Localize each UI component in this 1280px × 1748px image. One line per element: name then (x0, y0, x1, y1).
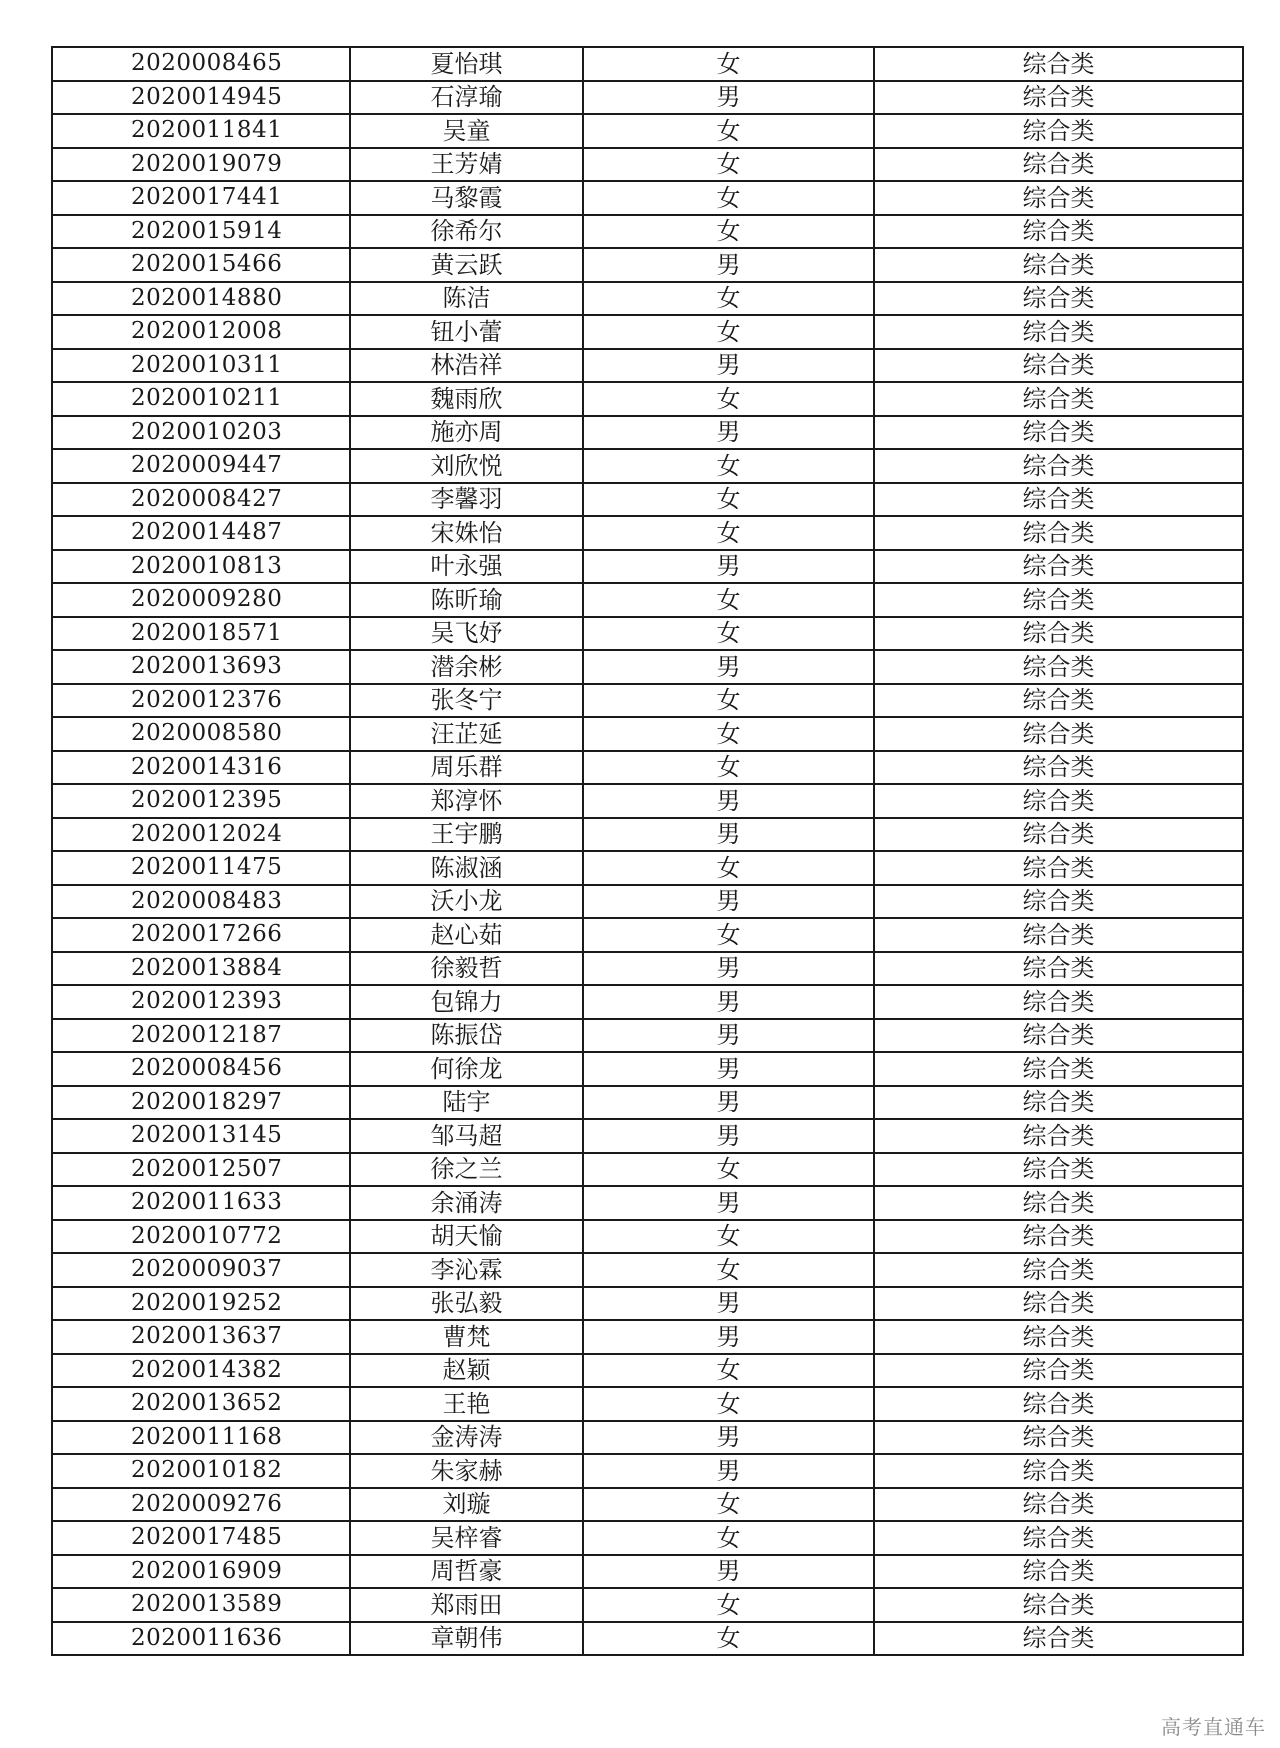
student-name-cell: 张弘毅 (350, 1287, 583, 1321)
table-row (52, 1521, 1243, 1555)
candidate-id-cell: 2020010813 (52, 550, 350, 584)
category-cell: 综合类 (874, 181, 1243, 215)
category-cell: 综合类 (874, 382, 1243, 416)
gender-cell: 女 (583, 583, 874, 617)
table-row (52, 215, 1243, 249)
gender-cell: 女 (583, 1220, 874, 1254)
candidate-id-cell: 2020014880 (52, 282, 350, 316)
gender-cell: 男 (583, 1186, 874, 1220)
student-name-cell: 曹梵 (350, 1320, 583, 1354)
category-cell: 综合类 (874, 1119, 1243, 1153)
student-name-cell: 余涌涛 (350, 1186, 583, 1220)
gender-cell: 女 (583, 282, 874, 316)
category-cell: 综合类 (874, 1086, 1243, 1120)
gender-cell: 女 (583, 851, 874, 885)
gender-cell: 男 (583, 1019, 874, 1053)
gender-cell: 女 (583, 717, 874, 751)
student-name-cell: 徐希尔 (350, 215, 583, 249)
candidate-id-cell: 2020012187 (52, 1019, 350, 1053)
category-cell: 综合类 (874, 985, 1243, 1019)
gender-cell: 女 (583, 1354, 874, 1388)
candidate-id-cell: 2020008427 (52, 483, 350, 517)
table-row (52, 1019, 1243, 1053)
student-name-cell: 郑淳怀 (350, 784, 583, 818)
student-name-cell: 金涛涛 (350, 1421, 583, 1455)
gender-cell: 男 (583, 550, 874, 584)
candidate-id-cell: 2020010772 (52, 1220, 350, 1254)
category-cell: 综合类 (874, 1555, 1243, 1589)
table-row (52, 248, 1243, 282)
gender-cell: 女 (583, 1488, 874, 1522)
student-name-cell: 赵颖 (350, 1354, 583, 1388)
category-cell: 综合类 (874, 1052, 1243, 1086)
student-name-cell: 魏雨欣 (350, 382, 583, 416)
category-cell: 综合类 (874, 148, 1243, 182)
table-row (52, 1086, 1243, 1120)
student-name-cell: 郑雨田 (350, 1588, 583, 1622)
table-row (52, 1387, 1243, 1421)
gender-cell: 女 (583, 1153, 874, 1187)
table-row (52, 818, 1243, 852)
candidate-id-cell: 2020012008 (52, 315, 350, 349)
table-row (52, 516, 1243, 550)
gender-cell: 男 (583, 1119, 874, 1153)
watermark: 高考直通车 (1161, 1715, 1266, 1739)
candidate-id-cell: 2020014316 (52, 751, 350, 785)
student-name-cell: 王宇鹏 (350, 818, 583, 852)
category-cell: 综合类 (874, 449, 1243, 483)
table-row (52, 684, 1243, 718)
gender-cell: 女 (583, 483, 874, 517)
table-row (52, 181, 1243, 215)
table-row (52, 416, 1243, 450)
student-name-cell: 邹马超 (350, 1119, 583, 1153)
gender-cell: 男 (583, 985, 874, 1019)
candidate-id-cell: 2020012507 (52, 1153, 350, 1187)
table-row (52, 617, 1243, 651)
category-cell: 综合类 (874, 885, 1243, 919)
candidate-id-cell: 2020013145 (52, 1119, 350, 1153)
student-name-cell: 夏怡琪 (350, 47, 583, 81)
category-cell: 综合类 (874, 483, 1243, 517)
category-cell: 综合类 (874, 550, 1243, 584)
student-name-cell: 胡天愉 (350, 1220, 583, 1254)
student-name-cell: 黄云跃 (350, 248, 583, 282)
table-row (52, 1220, 1243, 1254)
category-cell: 综合类 (874, 81, 1243, 115)
category-cell: 综合类 (874, 1454, 1243, 1488)
table-row (52, 717, 1243, 751)
category-cell: 综合类 (874, 1354, 1243, 1388)
gender-cell: 女 (583, 516, 874, 550)
candidate-id-cell: 2020017266 (52, 918, 350, 952)
candidate-id-cell: 2020013693 (52, 650, 350, 684)
student-name-cell: 刘璇 (350, 1488, 583, 1522)
candidate-id-cell: 2020015466 (52, 248, 350, 282)
gender-cell: 男 (583, 1421, 874, 1455)
candidate-id-cell: 2020013652 (52, 1387, 350, 1421)
gender-cell: 男 (583, 818, 874, 852)
table-row (52, 952, 1243, 986)
table-row (52, 1052, 1243, 1086)
student-name-cell: 石淳瑜 (350, 81, 583, 115)
candidate-id-cell: 2020013637 (52, 1320, 350, 1354)
category-cell: 综合类 (874, 282, 1243, 316)
category-cell: 综合类 (874, 1153, 1243, 1187)
category-cell: 综合类 (874, 1421, 1243, 1455)
table-row (52, 851, 1243, 885)
gender-cell: 男 (583, 784, 874, 818)
category-cell: 综合类 (874, 818, 1243, 852)
gender-cell: 女 (583, 382, 874, 416)
student-name-cell: 林浩祥 (350, 349, 583, 383)
candidate-id-cell: 2020008580 (52, 717, 350, 751)
candidate-id-cell: 2020013884 (52, 952, 350, 986)
candidate-id-cell: 2020009447 (52, 449, 350, 483)
student-name-cell: 王艳 (350, 1387, 583, 1421)
gender-cell: 男 (583, 1052, 874, 1086)
candidate-id-cell: 2020016909 (52, 1555, 350, 1589)
category-cell: 综合类 (874, 1186, 1243, 1220)
table-row (52, 315, 1243, 349)
gender-cell: 男 (583, 885, 874, 919)
gender-cell: 男 (583, 952, 874, 986)
gender-cell: 女 (583, 1387, 874, 1421)
table-row (52, 1320, 1243, 1354)
student-name-cell: 吴飞妤 (350, 617, 583, 651)
student-name-cell: 吴童 (350, 114, 583, 148)
candidate-id-cell: 2020013589 (52, 1588, 350, 1622)
category-cell: 综合类 (874, 349, 1243, 383)
gender-cell: 女 (583, 181, 874, 215)
category-cell: 综合类 (874, 1320, 1243, 1354)
student-name-cell: 包锦力 (350, 985, 583, 1019)
candidate-id-cell: 2020011168 (52, 1421, 350, 1455)
candidate-id-cell: 2020017441 (52, 181, 350, 215)
gender-cell: 男 (583, 1454, 874, 1488)
category-cell: 综合类 (874, 315, 1243, 349)
candidate-id-cell: 2020011636 (52, 1622, 350, 1656)
candidate-id-cell: 2020012024 (52, 818, 350, 852)
gender-cell: 女 (583, 449, 874, 483)
student-name-cell: 陈洁 (350, 282, 583, 316)
category-cell: 综合类 (874, 650, 1243, 684)
table-row (52, 1153, 1243, 1187)
student-name-cell: 宋姝怡 (350, 516, 583, 550)
student-name-cell: 周哲豪 (350, 1555, 583, 1589)
student-name-cell: 沃小龙 (350, 885, 583, 919)
gender-cell: 女 (583, 1253, 874, 1287)
student-name-cell: 徐毅哲 (350, 952, 583, 986)
candidate-id-cell: 2020008483 (52, 885, 350, 919)
gender-cell: 男 (583, 248, 874, 282)
category-cell: 综合类 (874, 617, 1243, 651)
student-name-cell: 周乐群 (350, 751, 583, 785)
candidate-id-cell: 2020009280 (52, 583, 350, 617)
student-name-cell: 李沁霖 (350, 1253, 583, 1287)
table-row (52, 1555, 1243, 1589)
candidate-id-cell: 2020012393 (52, 985, 350, 1019)
candidate-id-cell: 2020015914 (52, 215, 350, 249)
table-row (52, 148, 1243, 182)
category-cell: 综合类 (874, 1622, 1243, 1656)
table-row (52, 583, 1243, 617)
table-row (52, 751, 1243, 785)
table-row (52, 1354, 1243, 1388)
admission-roster-table (51, 46, 1244, 1656)
table-row (52, 1488, 1243, 1522)
category-cell: 综合类 (874, 416, 1243, 450)
student-name-cell: 刘欣悦 (350, 449, 583, 483)
category-cell: 综合类 (874, 1588, 1243, 1622)
table-row (52, 550, 1243, 584)
candidate-id-cell: 2020019079 (52, 148, 350, 182)
table-row (52, 1421, 1243, 1455)
candidate-id-cell: 2020014382 (52, 1354, 350, 1388)
category-cell: 综合类 (874, 918, 1243, 952)
candidate-id-cell: 2020019252 (52, 1287, 350, 1321)
student-name-cell: 施亦周 (350, 416, 583, 450)
candidate-id-cell: 2020011475 (52, 851, 350, 885)
student-name-cell: 潜余彬 (350, 650, 583, 684)
category-cell: 综合类 (874, 1253, 1243, 1287)
gender-cell: 女 (583, 751, 874, 785)
category-cell: 综合类 (874, 516, 1243, 550)
category-cell: 综合类 (874, 717, 1243, 751)
table-row (52, 885, 1243, 919)
student-name-cell: 王芳婧 (350, 148, 583, 182)
student-name-cell: 李馨羽 (350, 483, 583, 517)
table-row (52, 449, 1243, 483)
candidate-id-cell: 2020014945 (52, 81, 350, 115)
table-row (52, 918, 1243, 952)
candidate-id-cell: 2020012376 (52, 684, 350, 718)
candidate-id-cell: 2020018571 (52, 617, 350, 651)
category-cell: 综合类 (874, 1220, 1243, 1254)
category-cell: 综合类 (874, 751, 1243, 785)
category-cell: 综合类 (874, 215, 1243, 249)
table-row (52, 1622, 1243, 1656)
category-cell: 综合类 (874, 851, 1243, 885)
gender-cell: 女 (583, 1521, 874, 1555)
candidate-id-cell: 2020010203 (52, 416, 350, 450)
student-name-cell: 马黎霞 (350, 181, 583, 215)
table-row (52, 114, 1243, 148)
student-name-cell: 章朝伟 (350, 1622, 583, 1656)
category-cell: 综合类 (874, 684, 1243, 718)
category-cell: 综合类 (874, 1019, 1243, 1053)
table-row (52, 784, 1243, 818)
student-name-cell: 汪芷延 (350, 717, 583, 751)
student-name-cell: 何徐龙 (350, 1052, 583, 1086)
category-cell: 综合类 (874, 1287, 1243, 1321)
table-row (52, 1253, 1243, 1287)
student-name-cell: 叶永强 (350, 550, 583, 584)
student-name-cell: 吴梓睿 (350, 1521, 583, 1555)
table-row (52, 1287, 1243, 1321)
table-row (52, 650, 1243, 684)
gender-cell: 女 (583, 1588, 874, 1622)
student-name-cell: 张冬宁 (350, 684, 583, 718)
gender-cell: 男 (583, 81, 874, 115)
table-row (52, 1186, 1243, 1220)
gender-cell: 女 (583, 114, 874, 148)
candidate-id-cell: 2020009276 (52, 1488, 350, 1522)
gender-cell: 女 (583, 1622, 874, 1656)
gender-cell: 女 (583, 148, 874, 182)
candidate-id-cell: 2020010182 (52, 1454, 350, 1488)
candidate-id-cell: 2020011841 (52, 114, 350, 148)
student-name-cell: 赵心茹 (350, 918, 583, 952)
category-cell: 综合类 (874, 1488, 1243, 1522)
student-name-cell: 陈淑涵 (350, 851, 583, 885)
category-cell: 综合类 (874, 583, 1243, 617)
gender-cell: 男 (583, 650, 874, 684)
category-cell: 综合类 (874, 114, 1243, 148)
table-row (52, 1454, 1243, 1488)
table-row (52, 349, 1243, 383)
gender-cell: 女 (583, 315, 874, 349)
student-name-cell: 朱家赫 (350, 1454, 583, 1488)
gender-cell: 女 (583, 47, 874, 81)
table-row (52, 282, 1243, 316)
candidate-id-cell: 2020012395 (52, 784, 350, 818)
table-row (52, 47, 1243, 81)
gender-cell: 女 (583, 918, 874, 952)
table-row (52, 1119, 1243, 1153)
gender-cell: 男 (583, 1086, 874, 1120)
table-row (52, 382, 1243, 416)
student-name-cell: 徐之兰 (350, 1153, 583, 1187)
candidate-id-cell: 2020017485 (52, 1521, 350, 1555)
gender-cell: 女 (583, 215, 874, 249)
gender-cell: 男 (583, 1320, 874, 1354)
table-row (52, 483, 1243, 517)
candidate-id-cell: 2020008456 (52, 1052, 350, 1086)
category-cell: 综合类 (874, 248, 1243, 282)
category-cell: 综合类 (874, 47, 1243, 81)
category-cell: 综合类 (874, 1387, 1243, 1421)
roster-body (52, 47, 1243, 1655)
candidate-id-cell: 2020008465 (52, 47, 350, 81)
candidate-id-cell: 2020018297 (52, 1086, 350, 1120)
category-cell: 综合类 (874, 1521, 1243, 1555)
candidate-id-cell: 2020014487 (52, 516, 350, 550)
gender-cell: 男 (583, 416, 874, 450)
category-cell: 综合类 (874, 784, 1243, 818)
student-name-cell: 陆宇 (350, 1086, 583, 1120)
candidate-id-cell: 2020010311 (52, 349, 350, 383)
gender-cell: 男 (583, 1287, 874, 1321)
candidate-id-cell: 2020010211 (52, 382, 350, 416)
gender-cell: 男 (583, 349, 874, 383)
table-row (52, 985, 1243, 1019)
category-cell: 综合类 (874, 952, 1243, 986)
student-name-cell: 钮小蕾 (350, 315, 583, 349)
candidate-id-cell: 2020011633 (52, 1186, 350, 1220)
gender-cell: 女 (583, 684, 874, 718)
table-row (52, 81, 1243, 115)
student-name-cell: 陈昕瑜 (350, 583, 583, 617)
gender-cell: 男 (583, 1555, 874, 1589)
table-row (52, 1588, 1243, 1622)
student-name-cell: 陈振岱 (350, 1019, 583, 1053)
candidate-id-cell: 2020009037 (52, 1253, 350, 1287)
gender-cell: 女 (583, 617, 874, 651)
